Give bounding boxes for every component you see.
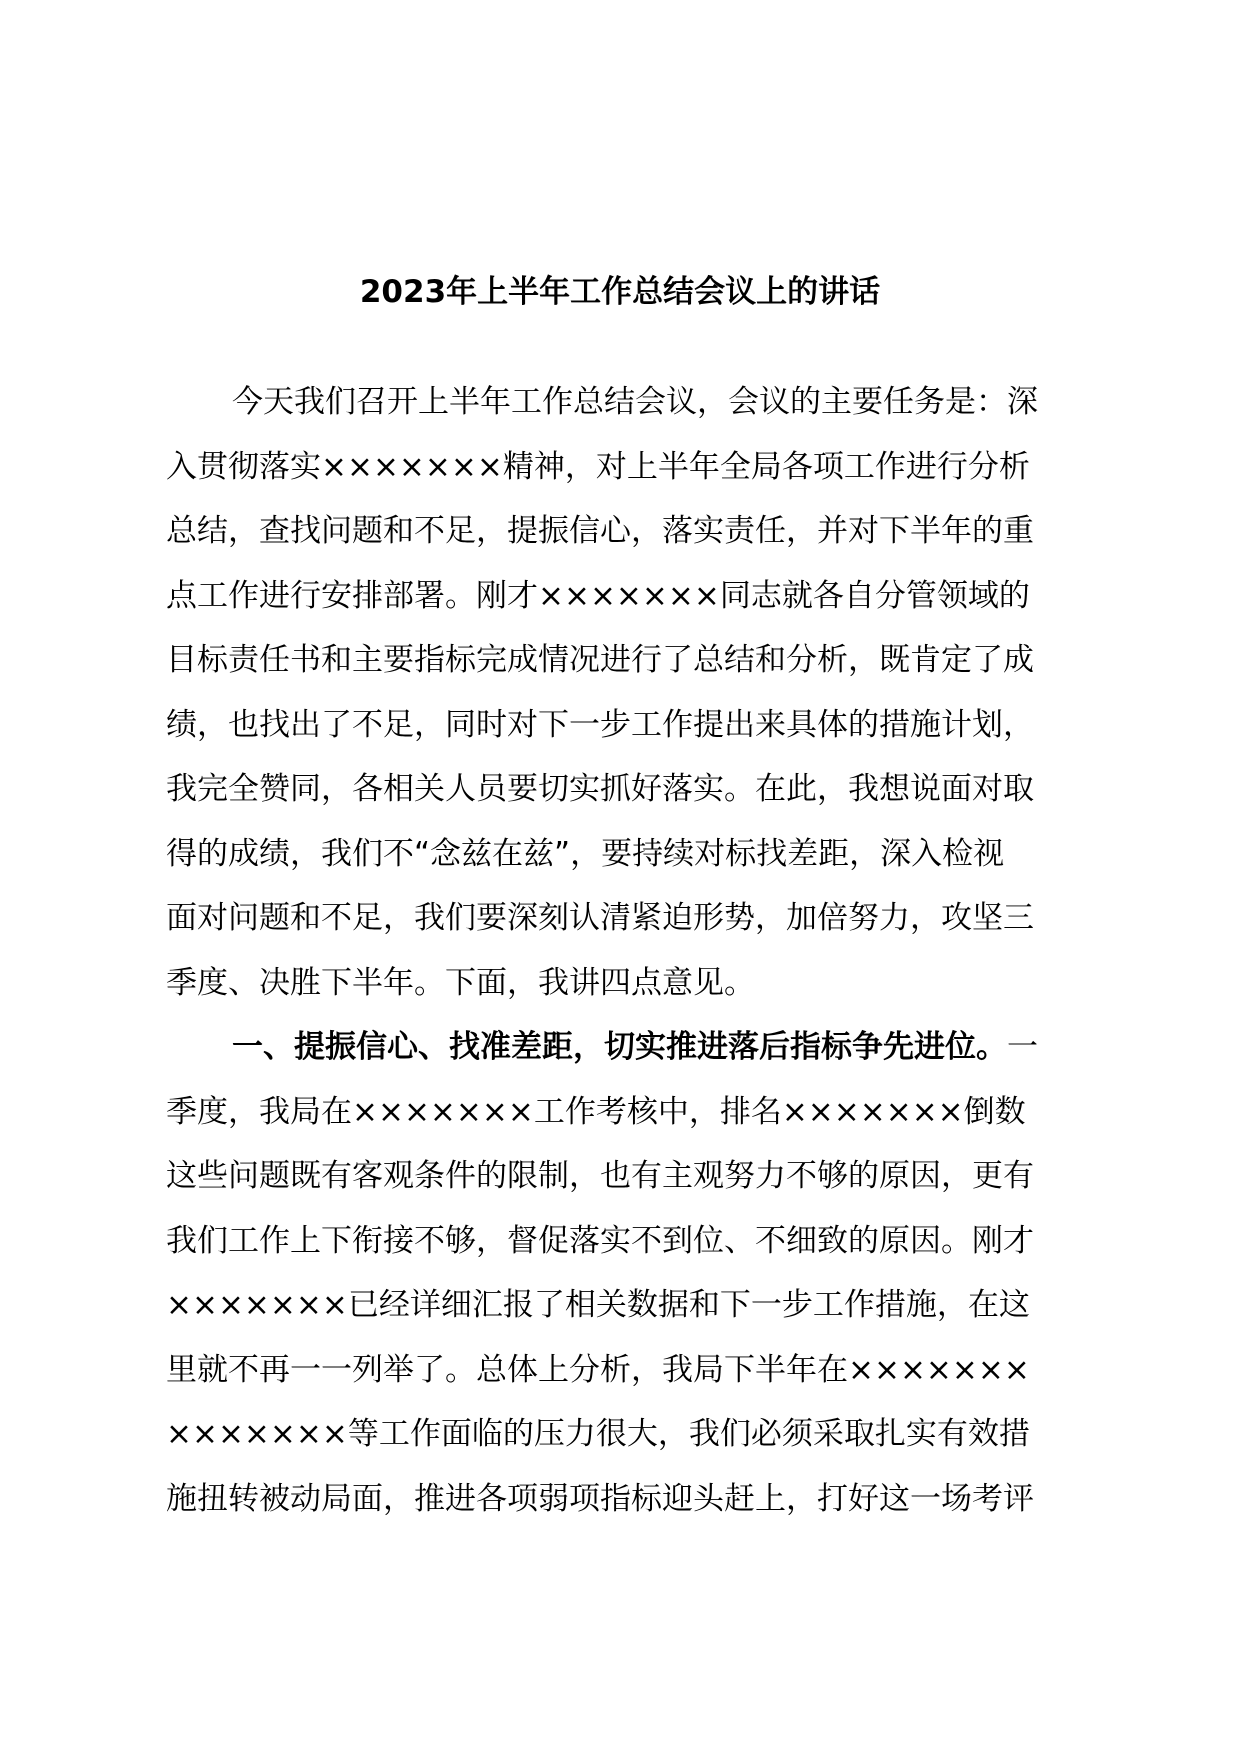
document-body bbox=[166, 370, 1096, 1531]
paragraph-line: 面对问题和不足，我们要深刻认清紧迫形势，加倍努力，攻坚三 bbox=[166, 900, 1034, 936]
paragraph-line: ×××××××已经详细汇报了相关数据和下一步工作措施，在这 bbox=[166, 1287, 1030, 1323]
paragraph-line: 这些问题既有客观条件的限制，也有主观努力不够的原因，更有 bbox=[166, 1158, 1034, 1194]
paragraph-line: 入贯彻落实×××××××精神，对上半年全局各项工作进行分析 bbox=[166, 448, 1030, 485]
paragraph-line: 里就不再一一列举了。总体上分析，我局下半年在××××××× bbox=[166, 1351, 1030, 1388]
paragraph-line: 季度、决胜下半年。下面，我讲四点意见。 bbox=[166, 964, 755, 1001]
paragraph-line: 目标责任书和主要指标完成情况进行了总结和分析，既肯定了成 bbox=[166, 642, 1034, 678]
paragraph-line: 总结，查找问题和不足，提振信心，落实责任，并对下半年的重 bbox=[166, 513, 1034, 549]
paragraph-line: 我完全赞同，各相关人员要切实抓好落实。在此，我想说面对取 bbox=[166, 771, 1034, 807]
paragraph-line: 绩，也找出了不足，同时对下一步工作提出来具体的措施计划， bbox=[166, 706, 1034, 743]
paragraph-line: 点工作进行安排部署。刚才×××××××同志就各自分管领域的 bbox=[166, 577, 1030, 614]
section-heading: 一、提振信心、找准差距，切实推进落后指标争先进位。 bbox=[232, 1029, 1007, 1065]
paragraph-line: 季度，我局在×××××××工作考核中，排名×××××××倒数 bbox=[166, 1093, 1026, 1130]
paragraph-line: 今天我们召开上半年工作总结会议，会议的主要任务是：深 bbox=[232, 384, 1038, 420]
paragraph-line: 施扭转被动局面，推进各项弱项指标迎头赶上，打好这一场考评 bbox=[166, 1480, 1034, 1517]
document-title: 2023年上半年工作总结会议上的讲话 bbox=[359, 274, 881, 310]
section-heading-line bbox=[166, 1015, 1096, 1080]
paragraph-line: 我们工作上下衔接不够，督促落实不到位、不细致的原因。刚才 bbox=[166, 1222, 1034, 1259]
paragraph-line: 得的成绩，我们不“念兹在兹”，要持续对标找差距，深入检视 bbox=[166, 835, 1005, 872]
section-heading-tail: 一 bbox=[1007, 1029, 1038, 1065]
paragraph-line: ×××××××等工作面临的压力很大，我们必须采取扎实有效措 bbox=[166, 1416, 1030, 1452]
